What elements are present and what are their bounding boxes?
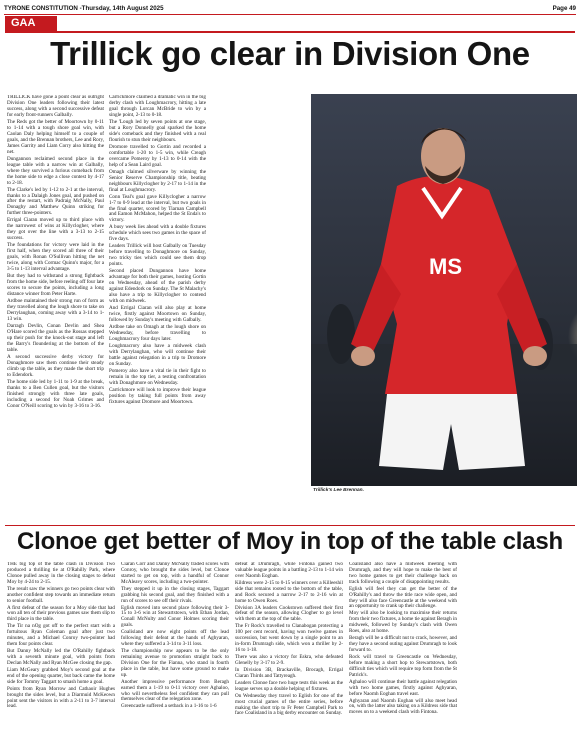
article-paragraph: Dromore travelled to Gortin and recorded a comfortable 1-20 to 1-5 win, while Creagh overcame Pomeroy by 1-13 to 0-14 with the help of a Sean Laird goal.	[109, 143, 206, 168]
article-paragraph: And Errigal Ciaran will also play at home twice, firstly against Moortown on Sunday, followed by Sunday's meeting with Galbally.	[109, 305, 206, 324]
article-paragraph: The 'Lough led by seven points at one stage, but a Rory Donnelly goal sparked the home side's comeback and they finished with a real flourish to stun their neighbours.	[109, 118, 206, 143]
story-divider	[5, 525, 575, 526]
article-paragraph: Loughmacrory also have a midweek clash with Derrylaughan, who will continue their battle against relegation in a trip to Dromore on Sunday.	[109, 343, 206, 367]
article-paragraph: The Clarke's led by 1-12 to 2-1 at the interval, thanks to a Dalaigh Jones goal, and pushed on after the restart, with Padraig McNally, Paul Donaghy and Matthew Quinn striking for further three-pointers.	[7, 186, 104, 217]
header-rule	[4, 14, 576, 15]
article-paragraph: A second successive derby victory for Donaghmore saw them continue their steady climb up the table, as they made the short trip to Edendork.	[7, 353, 104, 378]
story1-column-1	[7, 95, 104, 523]
article-paragraph: Coalisland also have a midweek meeting with Drumragh, and they will hope to make the best of two home games to get their challenge back on track following a couple of disappointing results.	[349, 562, 457, 585]
article-paragraph: Aghyaran and Naomh Eoghan will also meet head on, with the latter also taking on a Kildress side that moves on to a weekend clash with Fintona.	[349, 697, 457, 716]
article-paragraph: Another impressive performance from Beragh earned them a 1-19 to 0-11 victory over Aghaloo, who will nevertheless feel confident they can pull themselves clear of the relegation zone.	[121, 678, 229, 703]
article-paragraph: In Division 3B, Brackaville, Brocagh, Errigal Ciaran Thirds and Tattyreagh.	[235, 666, 343, 679]
article-paragraph: Points from Ryan Morrow and Cathaoir Hughes brought the sides level, but a Diarmuid McKeown point sent the visitors in with a 2-11 to 3-7 interval lead.	[7, 685, 115, 710]
article-paragraph: They stepped it up in the closing stages, Taggart grabbing his second goal, and they finished with a run of scores to see off their rivals.	[121, 585, 229, 604]
article-paragraph: THE big top of the table clash in Division Two produced a thrilling tie at O'Rahilly Park, where Clonoe pulled away in the closing stages to defeat Moy by 4-24 to 2-15.	[7, 562, 115, 585]
article-paragraph: The Tir na nOg got off to the perfect start with a fortuitous Ryan Coleman goal after just two minutes, and a Michael Conroy two-pointer had them four points clear.	[7, 623, 115, 648]
page-number: Page 49	[552, 4, 576, 12]
article-paragraph: Leaders Clonoe face two huge tests this week as the league serves up a double helping of fixtures.	[235, 679, 343, 692]
article-paragraph: There was also a victory for Eskra, who defeated Glenelly by 3-17 to 2-9.	[235, 653, 343, 666]
article-paragraph: Kildress were 2-15 to 0-15 winners over a Killeeshil side that remains rooted to the bottom of the table, and Rock secured a narrow 2-17 to 2-16 win at home to Owen Roes.	[235, 579, 343, 604]
article-paragraph: Ardboe maintained their strong run of form as they travelled along the lough shore to take on Derrylaughan, coming away with a 3-14 to 1-13 win.	[7, 298, 104, 322]
article-paragraph: Errigal Ciaran moved up to third place with the narrowest of wins at Killyclogher, where they got over the line with a 3-13 to 2-15 success.	[7, 217, 104, 242]
footballer-photo	[311, 94, 577, 486]
article-paragraph: Eglish moved into second place following their 3-15 to 3-6 win at Stewartstown, with Ethan Jordan, Conall McNulty and Conor Holmes scoring their goals.	[121, 604, 229, 629]
article-paragraph: On Wednesday they travel to Eglish for one of the most crucial games of the entire series, before making the short trip to Fr Peter Campbell Park to face Coalisland in a big derby encounter on Sunday.	[235, 692, 343, 717]
article-paragraph: But Danny McNally led the O'Rahilly fightback with a seventh minute goal, with points from Declan McNally and Ryan McGee closing the gap.	[7, 648, 115, 666]
article-paragraph: Greencastle suffered a setback in a 1-16 to 1-6	[121, 703, 217, 710]
article-paragraph: A busy week lies ahead with a double fixtures schedule which sees two games in the space of five days.	[109, 224, 206, 243]
article-paragraph: The championship now appears to be the only remaining avenue to promotion straight back to Division One for the Fianna, who stand in fourth place in the table, but have some ground to make up.	[121, 648, 229, 678]
article-paragraph: Beragh will be a difficult nut to crack, however, and they have a second outing against Drumragh to look forward to.	[349, 635, 457, 653]
article-paragraph: Pomeroy also have a vital tie in their fight to remain in the top tier, a testing confrontation with Donaghmore on Wednesday.	[109, 367, 206, 386]
story2-column-2	[121, 562, 229, 732]
article-paragraph: Darragh Devlin, Conan Devlin and Shea O'Hare scored the goals as the Rossas stepped up their push for the knock-out stage and left the Barry's floundering at the bottom of the table.	[7, 323, 104, 353]
article-paragraph: TRILLICK have gone a point clear as outright Division One leaders following their latest success, along with a second successive defeat for early front-runners Galbally.	[7, 95, 104, 118]
story2-column-4	[349, 562, 457, 732]
article-paragraph: Leaders Trillick will host Galbally on Tuesday before travelling to Donaghmore on Sunday, two tricky ties which could see them drop points.	[109, 243, 206, 268]
article-paragraph: Rock will travel to Greencastle on Wednesday, before making a short hop to Stewartstown, both difficult ties which will require top form from the St Patrick's.	[349, 653, 457, 678]
section-rule	[5, 31, 575, 33]
svg-text:MS: MS	[429, 254, 462, 279]
section-tag: GAA	[5, 16, 57, 31]
article-paragraph: The Fr Rock's travelled to Clanabogan protecting a 100 per cent record, having won twelve games in succession, but went down by a single point to an in-form Drumragh side, which won a thriller by 2-16 to 1-18.	[235, 623, 343, 653]
page-header	[4, 2, 576, 14]
article-paragraph: The Reds got the better of Moortown by 0-11 to 1-14 with a tough shore goal win, with Caolan Daly helping himself to a couple of goals, and the Brennan brothers, Lee and Rory, James Garrity and Liam Corry also hitting the net.	[7, 118, 104, 155]
story2-column-3	[235, 562, 343, 732]
story2-column-1	[7, 562, 115, 732]
article-paragraph: The result saw the winners go two points clear with another confident step towards an immediate return to senior football.	[7, 585, 115, 604]
article-paragraph: Conn Teal's goal gave Killyclogher a narrow 1-7 to 0-9 lead at the interval, but two goals in the final quarter, scored by Tiarnan Campbell and Eamon McMahon, helped the St Enda's to victory.	[109, 193, 206, 224]
publication-date: TYRONE CONSTITUTION -Thursday, 14th August 2025	[4, 4, 164, 12]
article-paragraph: Coalisland are now eight points off the lead following their defeat at the hands of Aghyaran, where they suffered a 3-14 to 3-11 loss.	[121, 629, 229, 648]
article-paragraph: Carrickmore will look to improve their league position by taking full points from away fixtures against Dromore and Moortown.	[109, 386, 206, 405]
article-paragraph: Omagh claimed silverware by winning the Senior Reserve Championship title, beating neighbours Killyclogher by 2-17 to 1-14 in the final at Loughmacrory.	[109, 168, 206, 193]
article-paragraph: Liam McGeary grabbed Moy's second goal at the end of the opening quarter, but back came the home side for Tommy Taggart to smash home a goal.	[7, 666, 115, 685]
article-paragraph: But they had to withstand a strong fightback from the home side, before reeling off four late scores to secure the points, including a long distance winner from Peter Harte.	[7, 273, 104, 298]
article-paragraph: Eglish will feel they can get the better of the O'Rahilly's and throw the title race wide open, and they will also face Greencastle at the weekend with an opportunity to crank up their challenge.	[349, 585, 457, 610]
footballer-illustration	[311, 94, 577, 486]
article-paragraph: The foundations for victory were laid in the first half, when they scored all three of their goals, with Ronan O'Sullivan hitting the net twice, along with Cormac Quinn's major, for a 3-5 to 1-13 interval advantage.	[7, 242, 104, 273]
article-paragraph: defeat at Drumragh, while Fintona gained two valuable league points in a battling 2-13 to 1-14 win over Naomh Eoghan.	[235, 562, 343, 579]
article-paragraph: Aghaloo will continue their battle against relegation with two home games, firstly against Aghyaran, before Naomh Eoghan travel east.	[349, 678, 457, 697]
article-paragraph: A first defeat of the season for a Moy side that had won all ten of their previous games saw them slip to third place in the table.	[7, 604, 115, 623]
article-paragraph: The home side led by 1-11 to 1-9 at the break, thanks to a Ben Cullen goal, but the visitors finished strongly with three late goals, including a second for Noah Grimes and Conor O'Neill scoring to win by 3-16 to 3-16.	[7, 378, 104, 409]
article-paragraph: Ciaran Corr and Danny McNally traded scores with Conroy, who brought the sides level, but Clonoe started to get on top, with a handful of Connor McAleavy scores, including a two-pointer.	[121, 562, 229, 585]
article-paragraph: Carrickmore claimed a dramatic win in the big derby clash with Loughmacrory, hitting a late goal through Lorcan McBride to win by a single point, 2-13 to 0-18.	[109, 95, 206, 118]
article-paragraph: Second placed Dungannon have home advantage for both their games, hosting Gortin on Wednesday, ahead of the parish derby against Edendork on Sunday. The St Malachy's also have a trip to Killyclogher to contend with on midweek.	[109, 268, 206, 305]
story1-headline: Trillick go clear in Division One	[50, 35, 530, 72]
story2-headline: Clonoe get better of Moy in top of the table clash	[16, 528, 564, 555]
article-paragraph: Dungannon reclaimed second place in the league table with a narrow win at Galbally, where they survived a furious comeback from the home side to edge a close contest by 4-17 to 2-18.	[7, 155, 104, 186]
article-paragraph: Ardboe take on Omagh at the lough shore on Wednesday, before travelling to Loughmacrory four days later.	[109, 324, 206, 343]
photo-caption: Trillick's Lee Brennan.	[313, 488, 364, 493]
article-paragraph: Moy will also be looking to maximise their returns from their two fixtures, a home tie against Beragh in midweek, followed by Sunday's clash with Owen Roes, also at home.	[349, 610, 457, 635]
article-paragraph: Division 3A leaders Cookstown suffered their first defeat of the season, allowing Clogher to go level with them at the top of the table.	[235, 604, 343, 623]
story1-column-2	[109, 95, 206, 523]
